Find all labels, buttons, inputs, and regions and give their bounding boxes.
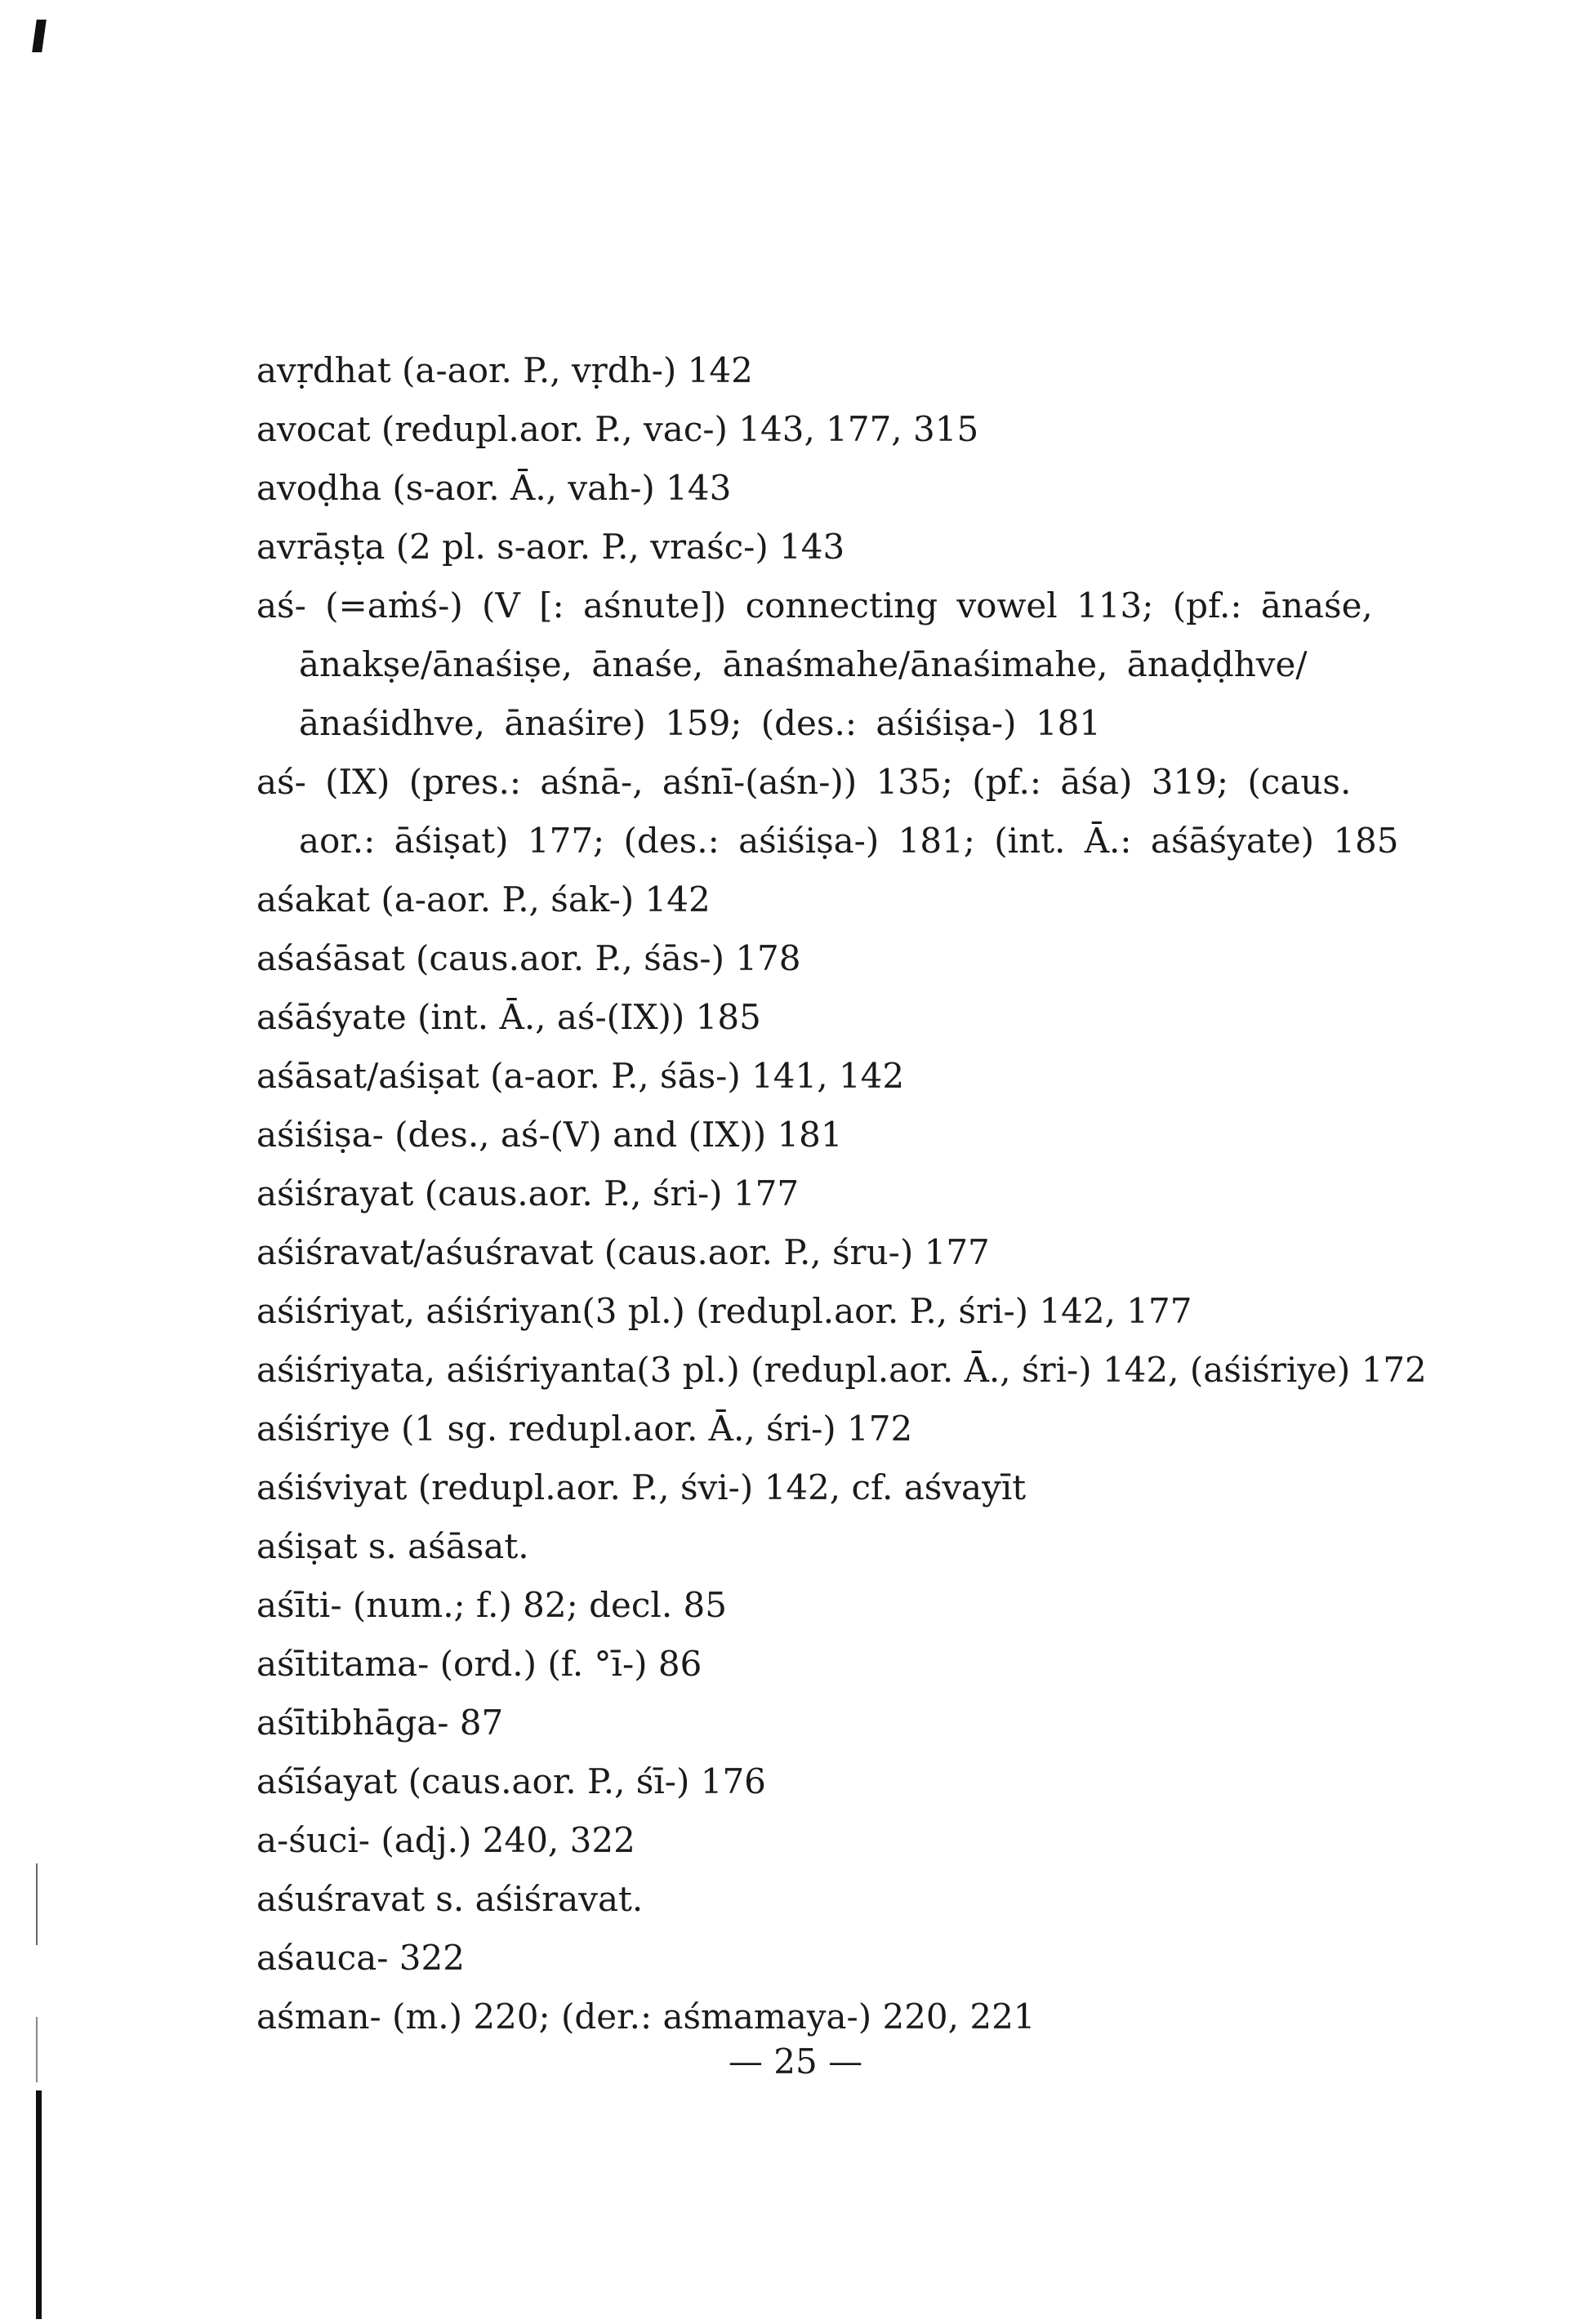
entry-headword-line: aśiśriye (1 sg. redupl.aor. Ā., śri-) 172 [256,1409,913,1449]
index-entry [256,1811,1351,1870]
entry-headword-line: aśīśayat (caus.aor. P., śī-) 176 [256,1761,766,1801]
entry-continuation-line: ānaśidhve, ānaśire) 159; (des.: aśiśiṣa-) 181 [299,703,1102,743]
entry-headword-line: aśīti- (num.; f.) 82; decl. 85 [256,1585,727,1625]
index-entry [256,1047,1351,1106]
index-entry [256,1282,1351,1341]
entry-headword-line: aśītibhāga- 87 [256,1703,504,1743]
index-entry [256,1694,1351,1752]
index-entry [256,400,1351,459]
index-entry [256,1870,1351,1929]
index-entry [256,459,1351,518]
index-entry [256,1223,1351,1282]
entry-headword-line: aś- (=aṁś-) (V [: aśnute]) connecting vowel 113; (pf.: ānaśe, [256,585,1373,626]
entry-headword-line: aśiśiṣa- (des., aś-(V) and (IX)) 181 [256,1115,843,1155]
scan-edge-line [36,1863,38,1945]
page-number: — 25 — [728,2041,863,2081]
entry-headword-line: aśauca- 322 [256,1938,465,1978]
entry-headword-line: aśman- (m.) 220; (der.: aśmamaya-) 220, 221 [256,1997,1036,2037]
entry-continuation-line: aor.: āśiṣat) 177; (des.: aśiśiṣa-) 181; (int. Ā.: aśāśyate) 185 [299,821,1399,861]
index-entry [256,1458,1351,1517]
index-entry [256,1752,1351,1811]
index-list [256,341,1427,2046]
entry-headword-line: aśiṣat s. aśāsat. [256,1526,529,1566]
entry-headword-line: aśāsat/aśiṣat (a-aor. P., śās-) 141, 142 [256,1056,905,1096]
entry-headword-line: aś- (IX) (pres.: aśnā-, aśnī-(aśn-)) 135; (pf.: āśa) 319; (caus. [256,762,1352,802]
entry-headword-line: aśiśrayat (caus.aor. P., śri-) 177 [256,1173,800,1213]
index-entry [256,577,1373,753]
index-entry [256,988,1351,1047]
index-entry [256,1517,1351,1576]
entry-continuation-line: ānakṣe/ānaśiṣe, ānaśe, ānaśmahe/ānaśimahe, ānaḍḍhve/ [299,644,1308,684]
index-entry [256,753,1399,870]
entry-headword-line: avṛdhat (a-aor. P., vṛdh-) 142 [256,350,753,390]
index-entry [256,1635,1351,1694]
entry-headword-line: avocat (redupl.aor. P., vac-) 143, 177, 315 [256,409,979,449]
entry-headword-line: avoḍha (s-aor. Ā., vah-) 143 [256,468,732,508]
entry-headword-line: aśāśyate (int. Ā., aś-(IX)) 185 [256,997,761,1037]
index-entry [256,929,1351,988]
index-entry [256,1929,1351,1988]
index-entry [256,341,1351,400]
entry-headword-line: aśītitama- (ord.) (f. °ī-) 86 [256,1644,702,1684]
entry-headword-line: aśiśravat/aśuśravat (caus.aor. P., śru-) 177 [256,1232,990,1272]
index-entry [256,518,1351,577]
entry-headword-line: aśuśravat s. aśiśravat. [256,1879,644,1919]
entry-headword-line: a-śuci- (adj.) 240, 322 [256,1820,635,1860]
index-entry [256,1988,1351,2046]
index-entry [256,1576,1351,1635]
entry-headword-line: aśiśviyat (redupl.aor. P., śvi-) 142, cf. aśvayīt [256,1467,1027,1507]
index-entry [256,1341,1427,1400]
entry-headword-line: aśakat (a-aor. P., śak-) 142 [256,879,711,919]
index-entry [256,1164,1351,1223]
index-entry [256,1400,1351,1458]
entry-headword-line: aśiśriyata, aśiśriyanta(3 pl.) (redupl.aor. Ā., śri-) 142, (aśiśriye) 172 [256,1350,1427,1390]
entry-headword-line: aśiśriyat, aśiśriyan(3 pl.) (redupl.aor. P., śri-) 142, 177 [256,1291,1192,1331]
print-mark [32,20,47,52]
entry-headword-line: avrāṣṭa (2 pl. s-aor. P., vraśc-) 143 [256,527,845,567]
scan-edge-bar [36,2090,42,2319]
entry-headword-line: aśaśāsat (caus.aor. P., śās-) 178 [256,938,801,978]
index-entry [256,1106,1351,1164]
index-entry [256,870,1351,929]
